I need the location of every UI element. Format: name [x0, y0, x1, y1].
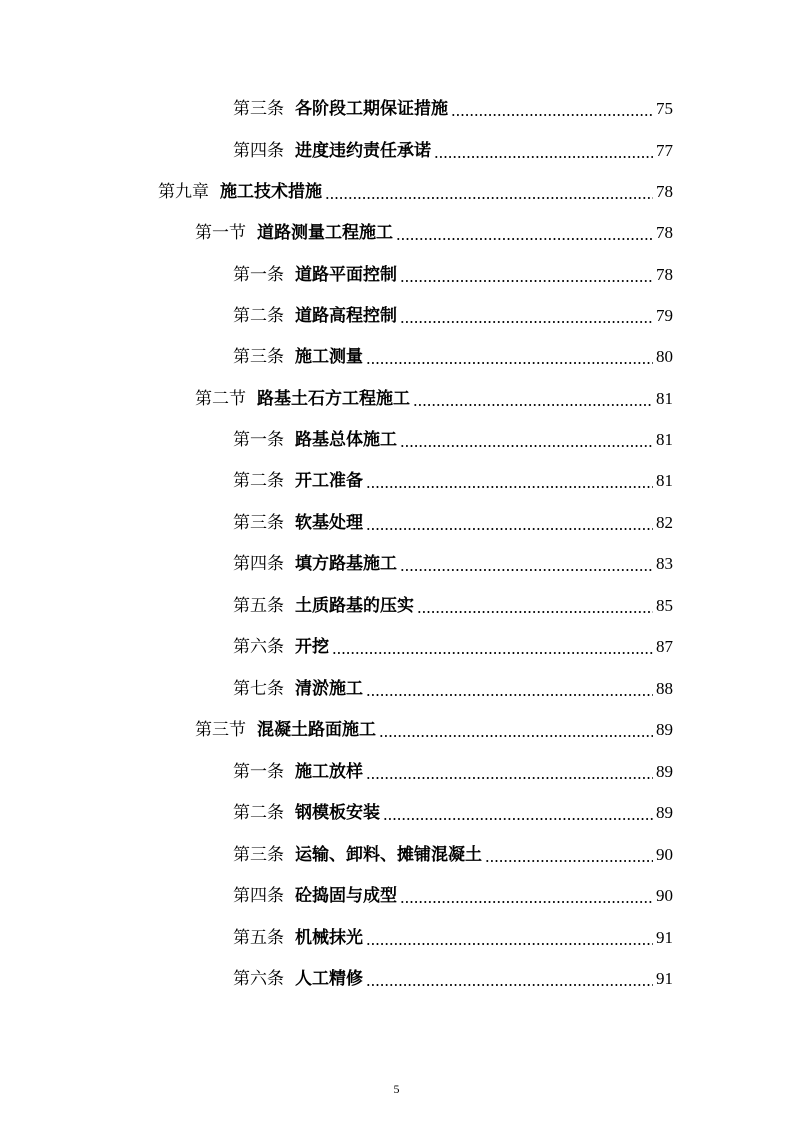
toc-entry-page: 83 [656, 554, 673, 573]
toc-entry[interactable] [233, 94, 673, 124]
toc-entry[interactable] [233, 342, 673, 372]
dot-leader [400, 445, 653, 447]
toc-entry-number: 第一节 [195, 223, 246, 243]
toc-entry-number: 第三条 [233, 513, 284, 533]
toc-entry-title: 施工技术措施 [220, 182, 322, 202]
dot-leader [413, 404, 653, 406]
toc-entry[interactable] [233, 591, 673, 621]
toc-entry[interactable] [233, 466, 673, 496]
toc-entry[interactable] [233, 923, 673, 953]
toc-entry[interactable] [233, 757, 673, 787]
toc-entry-page: 79 [656, 306, 673, 325]
toc-entry-page: 89 [656, 720, 673, 739]
toc-entry[interactable] [233, 964, 673, 994]
toc-entry-title: 砼捣固与成型 [295, 886, 397, 906]
toc-entry-number: 第二条 [233, 306, 284, 326]
toc-entry-page: 81 [656, 430, 673, 449]
toc-entry-page: 78 [656, 182, 673, 201]
dot-leader [366, 943, 653, 945]
toc-entry-title: 土质路基的压实 [295, 596, 414, 616]
toc-entry-number: 第三条 [233, 347, 284, 367]
toc-entry[interactable] [233, 549, 673, 579]
toc-entry[interactable] [233, 260, 673, 290]
toc-entry-page: 82 [656, 513, 673, 532]
toc-entry-number: 第二条 [233, 803, 284, 823]
toc-entry-page: 75 [656, 99, 673, 118]
dot-leader [383, 818, 653, 820]
toc-entry-title: 道路高程控制 [295, 306, 397, 326]
toc-entry-number: 第五条 [233, 928, 284, 948]
dot-leader [325, 197, 653, 199]
toc-entry-number: 第六条 [233, 969, 284, 989]
toc-entry-page: 81 [656, 471, 673, 490]
toc-entry-chapter[interactable] [158, 177, 673, 207]
toc-entry[interactable] [233, 674, 673, 704]
dot-leader [366, 777, 653, 779]
dot-leader [400, 569, 653, 571]
dot-leader [434, 156, 653, 158]
dot-leader [332, 652, 653, 654]
toc-entry-page: 90 [656, 886, 673, 905]
dot-leader [379, 735, 653, 737]
toc-entry-page: 77 [656, 141, 673, 160]
toc-entry-number: 第三节 [195, 720, 246, 740]
toc-entry-number: 第六条 [233, 637, 284, 657]
toc-entry-page: 81 [656, 389, 673, 408]
toc-entry-title: 各阶段工期保证措施 [295, 99, 448, 119]
toc-entry-number: 第五条 [233, 596, 284, 616]
toc-entry-page: 90 [656, 845, 673, 864]
toc-entry-page: 89 [656, 803, 673, 822]
toc-entry-title: 钢模板安装 [295, 803, 380, 823]
toc-entry-number: 第七条 [233, 679, 284, 699]
dot-leader [400, 321, 653, 323]
dot-leader [485, 860, 653, 862]
toc-entry-page: 80 [656, 347, 673, 366]
dot-leader [366, 362, 653, 364]
toc-entry-number: 第一条 [233, 430, 284, 450]
toc-entry-title: 路基土石方工程施工 [257, 389, 410, 409]
toc-entry-title: 开挖 [295, 637, 329, 657]
dot-leader [396, 238, 653, 240]
toc-entry-page: 85 [656, 596, 673, 615]
toc-entry-title: 清淤施工 [295, 679, 363, 699]
toc-entry-number: 第二节 [195, 389, 246, 409]
toc-entry-page: 91 [656, 969, 673, 988]
toc-entry-title: 运输、卸料、摊铺混凝土 [295, 845, 482, 865]
dot-leader [366, 694, 653, 696]
dot-leader [366, 486, 653, 488]
toc-entry[interactable] [233, 632, 673, 662]
toc-entry-number: 第四条 [233, 886, 284, 906]
toc-entry-number: 第四条 [233, 554, 284, 574]
toc-entry-number: 第二条 [233, 471, 284, 491]
toc-entry[interactable] [233, 425, 673, 455]
toc-entry-number: 第一条 [233, 265, 284, 285]
toc-entry-section[interactable] [195, 384, 673, 414]
dot-leader [400, 901, 653, 903]
toc-entry-section[interactable] [195, 218, 673, 248]
toc-entry-page: 87 [656, 637, 673, 656]
dot-leader [417, 611, 653, 613]
toc-entry-number: 第一条 [233, 762, 284, 782]
toc-entry-page: 89 [656, 762, 673, 781]
toc-entry-page: 78 [656, 223, 673, 242]
toc-entry-title: 机械抹光 [295, 928, 363, 948]
dot-leader [451, 114, 653, 116]
toc-entry-title: 混凝土路面施工 [257, 720, 376, 740]
toc-entry-title: 填方路基施工 [295, 554, 397, 574]
toc-entry[interactable] [233, 881, 673, 911]
toc-entry[interactable] [233, 136, 673, 166]
toc-entry-title: 人工精修 [295, 969, 363, 989]
toc-entry-number: 第九章 [158, 182, 209, 202]
toc-entry[interactable] [233, 301, 673, 331]
toc-entry-page: 91 [656, 928, 673, 947]
dot-leader [366, 528, 653, 530]
dot-leader [400, 280, 653, 282]
page-number-footer: 5 [393, 1082, 400, 1096]
toc-entry-title: 进度违约责任承诺 [295, 141, 431, 161]
dot-leader [366, 984, 653, 986]
toc-entry-title: 开工准备 [295, 471, 363, 491]
toc-entry[interactable] [233, 840, 673, 870]
toc-entry-page: 78 [656, 265, 673, 284]
toc-entry[interactable] [233, 508, 673, 538]
toc-entry-title: 道路平面控制 [295, 265, 397, 285]
toc-entry-number: 第三条 [233, 845, 284, 865]
toc-entry-page: 88 [656, 679, 673, 698]
toc-entry-title: 施工测量 [295, 347, 363, 367]
toc-entry-title: 软基处理 [295, 513, 363, 533]
toc-entry[interactable] [233, 798, 673, 828]
toc-entry-section[interactable] [195, 715, 673, 745]
toc-entry-number: 第四条 [233, 141, 284, 161]
toc-entry-title: 施工放样 [295, 762, 363, 782]
toc-entry-title: 道路测量工程施工 [257, 223, 393, 243]
toc-entry-number: 第三条 [233, 99, 284, 119]
toc-entry-title: 路基总体施工 [295, 430, 397, 450]
